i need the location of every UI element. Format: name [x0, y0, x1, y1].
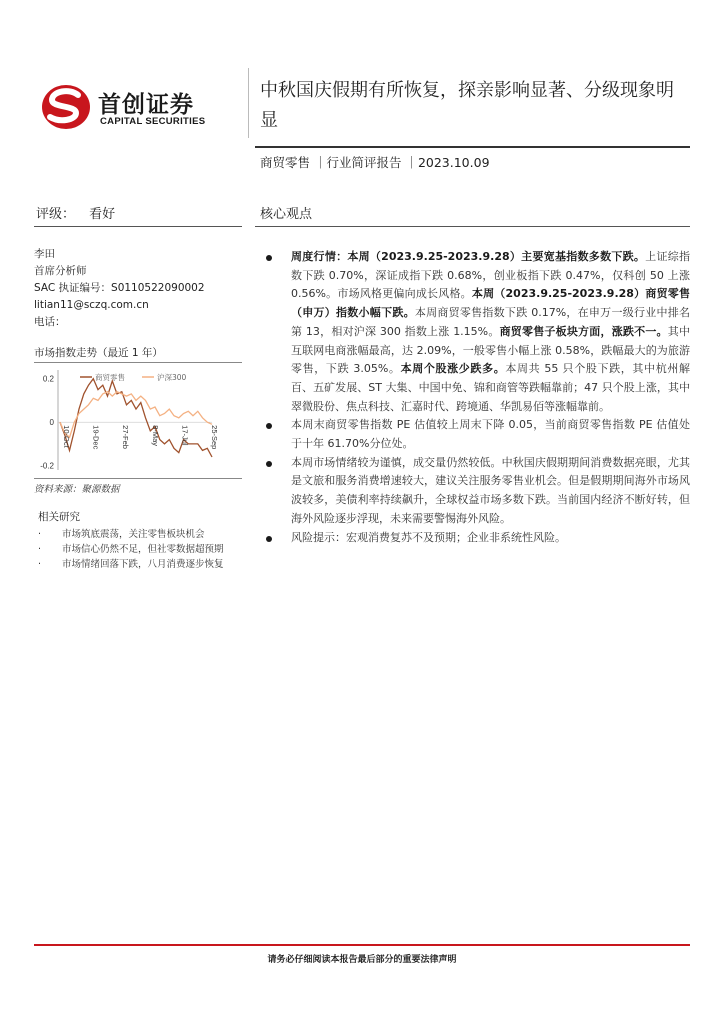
- chart-svg: [34, 364, 242, 476]
- legend-label: 沪深300: [157, 373, 187, 382]
- core-view-heading: 核心观点: [260, 207, 313, 222]
- market-index-chart: [34, 364, 242, 476]
- logo-mark-icon: [40, 82, 94, 132]
- related-item[interactable]: · 市场筑底震荡，关注零售板块机会: [38, 527, 244, 542]
- y-tick-label: 0: [49, 418, 54, 428]
- core-view-bullet: [262, 248, 690, 416]
- bullet-text: 本周商贸零售指数下跌 0.17%，在申万一级行业中排名第 13，相对沪深 300 指数上涨 1.15%。: [291, 306, 690, 338]
- analyst-phone: 电话：: [34, 316, 66, 328]
- analyst-sac: SAC 执证编号：S0110522090002: [34, 282, 205, 294]
- core-view-bullet: [262, 416, 690, 453]
- company-logo: [40, 82, 245, 132]
- core-view-list: [262, 248, 690, 547]
- title-rule: [255, 146, 690, 148]
- chart-source: 资料来源：聚源数据: [34, 484, 120, 495]
- header-divider: [248, 68, 249, 138]
- report-title: 中秋国庆假期有所恢复，探亲影响显著、分级现象明显: [260, 80, 674, 131]
- core-rule: [255, 226, 690, 227]
- legal-footer: 请务必仔细阅读本报告最后部分的重要法律声明: [267, 955, 457, 965]
- chart-top-rule: [34, 362, 242, 363]
- x-tick-label: 19-Dec: [91, 425, 101, 450]
- x-tick-label: 10-Oct: [62, 425, 71, 448]
- bullet-text: 本周市场情绪较为谨慎，成交量仍然较低。中秋国庆假期期间消费数据亮眼，尤其是文旅和服务消费增速较大，建议关注服务零售业机会。但是假期期间海外市场风波较多，美债利率持续飙升，全球权益市场多数下跌。当前国内经济不断好转，但海外风险逐步浮现，未来需要警惕海外风险。: [291, 455, 690, 525]
- x-tick-label: 25-Sep: [210, 425, 219, 450]
- analyst-name: 李田: [34, 248, 55, 260]
- analyst-info: [34, 246, 205, 331]
- related-item[interactable]: · 市场信心仍然不足，但社零数据超预期: [38, 542, 244, 557]
- bullet-text: 本周末商贸零售指数 PE 估值较上周末下降 0.05，当前商贸零售指数 PE 估值处于十年 61.70%分位处。: [291, 418, 690, 451]
- y-tick-label: -0.2: [40, 461, 54, 471]
- analyst-email[interactable]: litian11@sczq.com.cn: [34, 299, 149, 311]
- rating-block: [36, 203, 115, 222]
- bullet-text: 本周共 55 只个股下跌，其中杭州解百、五矿发展、ST 大集、中国中免、锦和商管等跌幅靠前；47 只个股上涨，其中翠微股份、焦点科技、汇嘉时代、跨境通、华凯易佰等涨幅靠前。: [291, 362, 690, 413]
- rating-value: 看好: [89, 207, 116, 222]
- bullet-bold-text: 周度行情：本周（2023.9.25-2023.9.28）主要宽基指数多数下跌。: [291, 250, 646, 263]
- analyst-role: 首席分析师: [34, 265, 87, 277]
- footer-rule: [34, 944, 690, 946]
- rating-rule: [34, 226, 242, 227]
- bullet-text: 上证综指数下跌 0.70%，深证成指下跌 0.68%，创业板指下跌 0.47%，仅科创 50 上涨 0.56%。市场风格更偏向成长风格。: [291, 250, 691, 301]
- core-view-bullet: [262, 529, 690, 548]
- logo-name-cn: 首创证券: [98, 92, 194, 118]
- related-research-title: 相关研究: [38, 511, 80, 523]
- bullet-bold-text: 商贸零售子板块方面，涨跌不一。: [499, 324, 668, 338]
- bullet-text: 风险提示：宏观消费复苏不及预期；企业非系统性风险。: [291, 530, 566, 544]
- bullet-text: 其中互联网电商涨幅最高，达 2.09%，一般零售小幅上涨 0.58%，跌幅最大的为旅游零售，下跌 3.05%。: [291, 324, 690, 376]
- chart-bottom-rule: [34, 478, 242, 479]
- x-tick-label: 8-May: [150, 425, 160, 447]
- report-subhead: 商贸零售 ｜行业简评报告 ｜2023.10.09: [260, 155, 490, 170]
- core-view-bullet: [262, 454, 690, 529]
- related-research-list: [38, 527, 244, 572]
- x-tick-label: 27-Feb: [121, 425, 131, 449]
- x-tick-label: 17-Jul: [180, 425, 190, 446]
- legend-label: 商贸零售: [95, 373, 125, 382]
- bullet-bold-text: 本周个股涨少跌多。: [400, 362, 506, 376]
- bullet-bold-text: 本周（2023.9.25-2023.9.28）商贸零售（申万）指数小幅下跌。: [291, 287, 690, 320]
- y-tick-label: 0.2: [42, 374, 54, 384]
- rating-label: 评级：: [36, 207, 76, 222]
- logo-name-en: CAPITAL SECURITIES: [100, 116, 206, 127]
- chart-title: 市场指数走势（最近 1 年）: [34, 347, 163, 359]
- related-item[interactable]: · 市场情绪回落下跌，八月消费逐步恢复: [38, 557, 244, 572]
